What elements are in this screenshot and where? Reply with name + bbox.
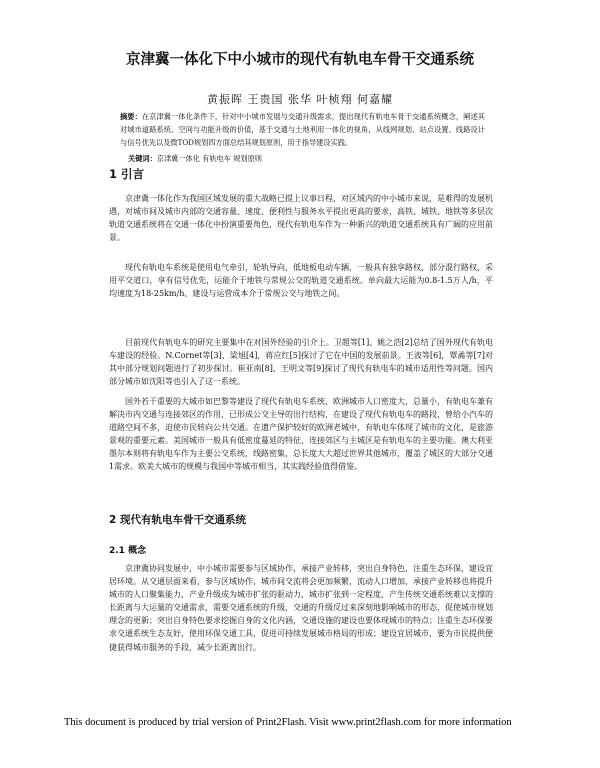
- author-list: 黄振晖 王贵国 张华 叶桢翔 何嘉耀: [207, 93, 393, 106]
- section-1-heading: 1 引言: [109, 167, 145, 181]
- keywords-text: 京津冀一体化 有轨电车 规划原则: [156, 154, 262, 163]
- section-2-1-paragraph: 京津冀协同发展中，中小城市需要参与区域协作，承接产业转移，突出自身特色，注重生态环保，建设宜居环境。从交通层面来看，参与区域协作，城市间交流将会更加频繁，流动人口增加，承接产业转移也将提升城市的人口聚集能力，产业升级成为城市扩张的驱动力，城市扩张到一定程度，产生传统交通系统难以支撑的长距离与大运量的交通需求，需要交通系统的升级，交通的升级反过来深刻地影响城市的形态，促使城市规划理念的更新；突出自身特色要求挖掘自身的文化内涵，交通设施的建设也要体现城市的特点；注重生态环保要求交通系统生态友好，使用环保交通工具，促进可持续发展城市格局的形成；建设宜居城市，要为市民提供便捷获得城市服务的手段，减少长距离出行。: [109, 564, 493, 652]
- paper-title: 京津冀一体化下中小城市的现代有轨电车骨干交通系统: [126, 52, 474, 68]
- section-2-heading: 2 现代有轨电车骨干交通系统: [109, 514, 246, 526]
- section-1-paragraph: 目前现代有轨电车的研究主要集中在对国外经验的引介上。卫超等[1]、姚之浩[2]总结了国外现代有轨电车建设的经验。N.Cornet等[3]，梁旭[4]，蒋应红[5]探讨了它在中国的发展前景。王波等[6]，覃矞等[7]对其中部分规划问题进行了初步探讨。崔亚南[8]，王明文等[9]探讨了现代有轨电车的城市适用性等问题。国内部分城市如沈阳等也引入了这一系统。: [109, 338, 493, 387]
- keywords: [128, 153, 493, 165]
- watermark-footer: This document is produced by trial version of Print2Flash. Visit www.print2flash.com for more information: [64, 717, 512, 728]
- section-1-paragraph: 京津冀一体化作为我国区域发展的重大战略已提上议事日程，对区域内的中小城市来说，是难得的发展机遇，对城市间及城市内部的交通容量、速度、便利性与服务水平提出更高的要求，高铁、城铁、地铁等多层次轨道交通系统将在交通一体化中扮演重要角色，现代有轨电车作为一种新兴的轨道交通系统具有广阔的应用前景。: [109, 194, 493, 243]
- abstract-label: 摘要：: [120, 112, 142, 121]
- keywords-label: 关键词：: [128, 154, 157, 163]
- abstract-text: 在京津冀一体化条件下，针对中小城市发展与交通升级需求，提出现代有轨电车骨干交通系统概念，阐述其对城市道路系统、空间与功能升级的价值，基于交通与土地利用一体化的视角，从线网规划、站点设置、线路设计与信号优先以及微TOD规划四方面总结其规划原则，用于指导建设实践。: [120, 112, 485, 148]
- abstract: [120, 110, 485, 149]
- section-2-1-heading: 2.1 概念: [109, 546, 147, 556]
- section-1-paragraph: 现代有轨电车系统是使用电气牵引，轮轨导向，低地板电动车辆，一般具有独享路权，部分混行路权，采用平交道口，享有信号优先，运能介于地铁与常规公交的轨道交通系统。单向最大运能为0.8-1.5万人/h，平均速度为18-25km/h。建设与运营成本介于常规公交与地铁之间。: [109, 263, 493, 299]
- section-1-paragraph: 国外若干重要的大城市如巴黎等建设了现代有轨电车系统，欧洲城市人口密度大，总量小，有轨电车兼有解决市内交通与连接郊区的作用，已形成公交主导的出行结构，在建设了现代有轨电车的路段，曾给小汽车的道路空间不多，迫使市民转向公共交通。在遗产保护较好的欧洲老城中，有轨电车体现了城市的文化，是旅游景观的重要元素。美国城市一般具有低密度蔓延的特征，连接郊区与主城区是有轨电车的主要功能。澳大利亚墨尔本则将有轨电车作为主要公交系统，线路密集，总长度大大超过世界其他城市，覆盖了城区的大部分交通1需求。欧美大城市的规模与我国中等城市相当，其实践经验值得借鉴。: [109, 397, 493, 472]
